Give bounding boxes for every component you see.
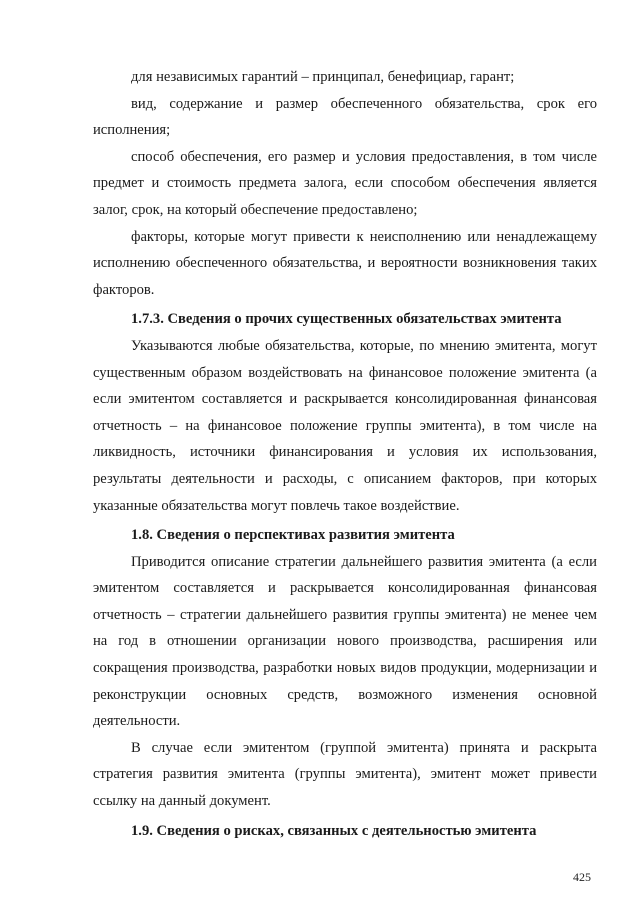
heading-section-1-9: 1.9. Сведения о рисках, связанных с деятельностью эмитента <box>131 822 537 839</box>
paragraph-risk-factors: факторы, которые могут привести к неисполнению или ненадлежащему исполнению обеспеченного обязательства, и вероятности возникновения таких факторов. <box>93 228 597 298</box>
paragraph-guarantee-parties: для независимых гарантий – принципал, бенефициар, гарант; <box>131 69 515 85</box>
document-page <box>93 64 597 844</box>
paragraph-security-method: способ обеспечения, его размер и условия предоставления, в том числе предмет и стоимость предмета залога, если способом обеспечения является залог, срок, на который обеспечение предоставлено; <box>93 148 597 218</box>
heading-section-1-8: 1.8. Сведения о перспективах развития эмитента <box>131 527 455 544</box>
heading-section-1-7-3: 1.7.3. Сведения о прочих существенных обязательствах эмитента <box>131 311 562 328</box>
paragraph-section-1-7-3: Указываются любые обязательства, которые, по мнению эмитента, могут существенным образом воздействовать на финансовое положение эмитента (а если эмитентом составляется и раскрывается консолидированная финансовая отчетность – на финансовое положение группы эмитента), в том числе на ликвидность, источники финансирования и условия их использования, результаты деятельности и расходы, с описанием факторов, при которых указанные обязательства могут повлечь такое воздействие. <box>93 337 597 514</box>
paragraph-section-1-8-strategy: Приводится описание стратегии дальнейшего развития эмитента (а если эмитентом составляется и раскрывается консолидированная финансовая отчетность – стратегии дальнейшего развития группы эмитента) не менее чем на год в отношении организации нового производства, расширения или сокращения производства, разработки новых видов продукции, модернизации и реконструкции основных средств, возможного изменения основной деятельности. <box>93 553 597 730</box>
paragraph-obligation-details: вид, содержание и размер обеспеченного обязательства, срок его исполнения; <box>93 95 597 139</box>
page-number: 425 <box>573 870 591 884</box>
paragraph-section-1-8-reference: В случае если эмитентом (группой эмитента) принята и раскрыта стратегия развития эмитента (группы эмитента), эмитент может привести ссылку на данный документ. <box>93 739 597 810</box>
